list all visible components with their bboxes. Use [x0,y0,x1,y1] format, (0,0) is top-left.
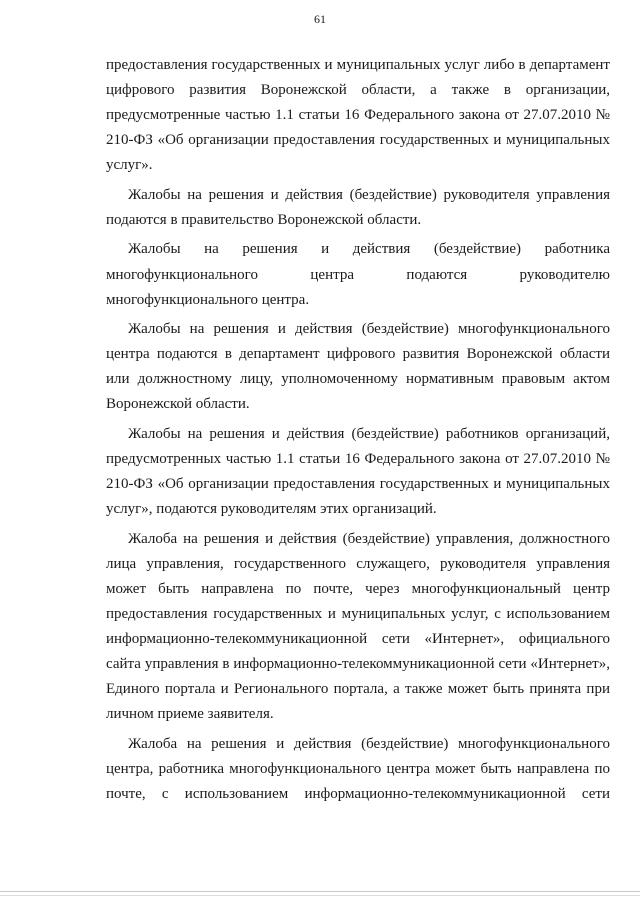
paragraph-7: Жалоба на решения и действия (бездействие) многофункционального центра, работника многофункционального центра может быть направлена по почте, с использованием информационно-телекоммуникационной сети [106,735,610,802]
paragraph-3: Жалобы на решения и действия (бездействие) работника многофункционального центра подаются руководителю многофункционального центра. [106,241,610,308]
paragraph-6: Жалоба на решения и действия (бездействие) управления, должностного лица управления, государственного служащего, руководителя управления может быть направлена по почте, через многофункциональный центр предоставления государственных и муниципальных услуг, с использованием информационно-телекоммуникационной сети «Интернет», официального сайта управления в информационно-телекоммуникационной сети «Интернет», Единого портала и Регионального портала, а также может быть принята при личном приеме заявителя. [106,530,610,723]
paragraph-2: Жалобы на решения и действия (бездействие) руководителя управления подаются в правительство Воронежской области. [106,186,610,228]
paragraph-4: Жалобы на решения и действия (бездействие) многофункционального центра подаются в департамент цифрового развития Воронежской области или должностному лицу, уполномоченному нормативным правовым актом Воронежской области. [106,321,610,413]
paragraph-1: предоставления государственных и муниципальных услуг либо в департамент цифрового развития Воронежской области, а также в организации, предусмотренные частью 1.1 статьи 16 Федерального закона от 27.07.2010 № 210-ФЗ «Об организации предоставления государственных и муниципальных услуг». [106,57,610,174]
scan-edge-line [0,891,640,892]
scan-edge-line [0,895,640,896]
page-number: 61 [314,12,326,26]
document-body [106,53,610,811]
paragraph-5: Жалобы на решения и действия (бездействие) работников организаций, предусмотренных частью 1.1 статьи 16 Федерального закона от 27.07.2010 № 210-ФЗ «Об организации предоставления государственных и муниципальных услуг», подаются руководителям этих организаций. [106,425,610,518]
